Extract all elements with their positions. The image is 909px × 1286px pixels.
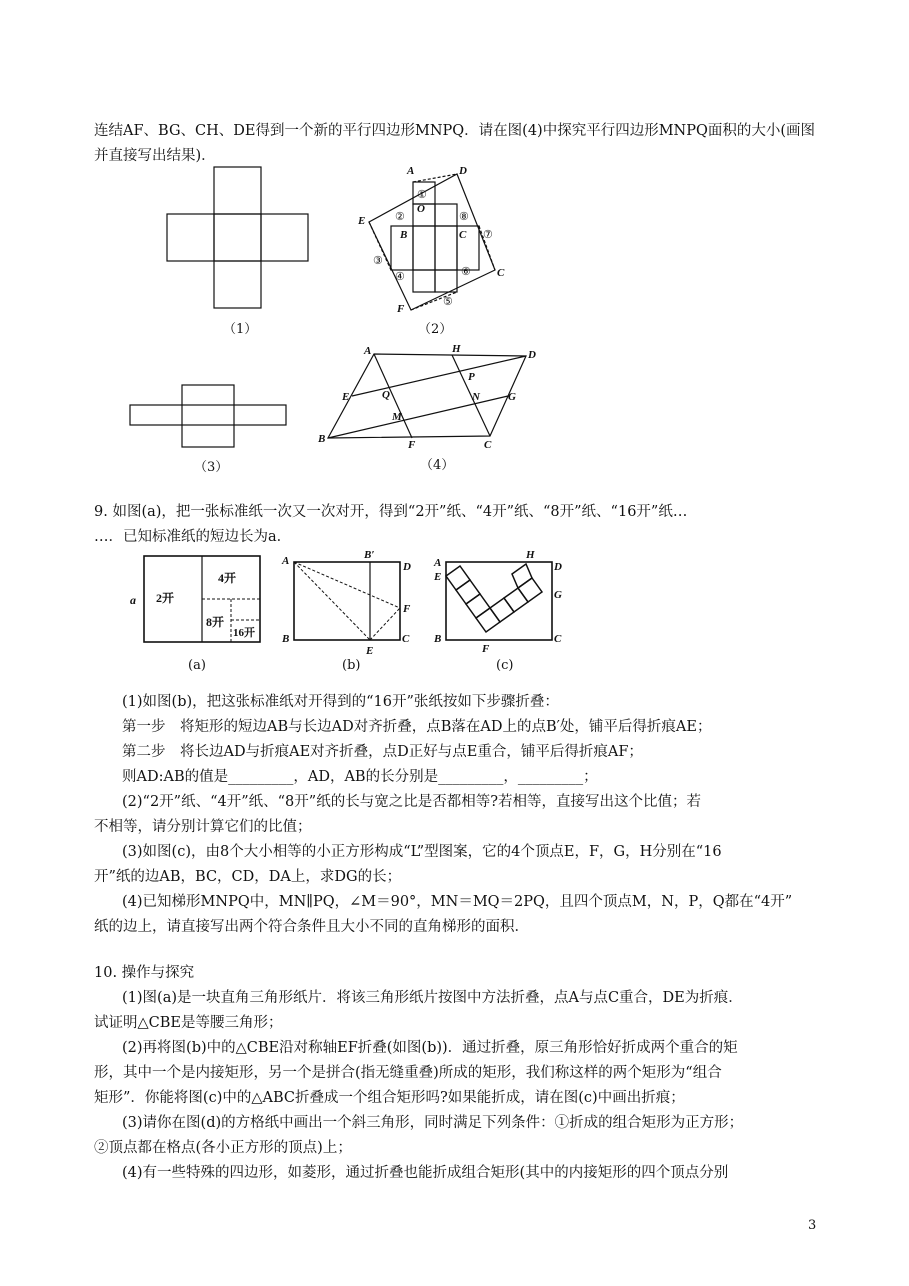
f4-label-B: B: [318, 433, 326, 445]
f2-label-E: E: [358, 215, 366, 227]
caption-fig1: （1）: [223, 322, 258, 337]
q9-line-2: …．已知标准纸的短边长为a．: [94, 529, 292, 545]
f4-label-G: G: [508, 391, 516, 403]
caption-fig2: （2）: [418, 322, 453, 337]
figure-parallelogram-mnpq: [312, 340, 542, 450]
f4-label-F: F: [408, 439, 416, 450]
fig9b-label-B: B: [282, 633, 290, 645]
segment-CH: [452, 355, 490, 436]
fig9b-label-F: F: [403, 603, 411, 615]
f4-label-D: D: [528, 349, 536, 361]
fig9a-label-2kai: 2开: [156, 591, 175, 605]
intro-line-2: 并直接写出结果)．: [94, 148, 216, 164]
caption-fig4: （4）: [420, 458, 455, 473]
fig9c-label-H: H: [526, 549, 535, 561]
f4-label-H: H: [452, 343, 461, 355]
q10-part3-b: ②顶点都在格点(各小正方形的顶点)上；: [94, 1140, 352, 1156]
q10-part2-a: (2)再将图(b)中的△CBE沿对称轴EF折叠(如图(b))．通过折叠，原三角形恰好折成两个重合的矩: [122, 1040, 738, 1056]
parallelogram-outline: [369, 174, 495, 310]
q9-step2: 第二步 将长边AD与折痕AE对齐折叠，点D正好与点E重合，铺平后得折痕AF；: [122, 744, 643, 760]
caption-fig9b: (b): [342, 658, 361, 673]
fig9c-label-B: B: [434, 633, 442, 645]
f2-num-8: ⑧: [459, 211, 469, 223]
f2-label-Cp: C: [497, 267, 505, 279]
f2-label-C: C: [459, 229, 467, 241]
f4-label-N: N: [472, 391, 480, 403]
fig9a-label-8kai: 8开: [206, 615, 225, 629]
fig9b-label-E: E: [366, 645, 374, 657]
fig9c-label-A: A: [434, 557, 442, 569]
f2-num-3: ③: [373, 255, 383, 267]
caption-fig9a: (a): [188, 658, 206, 673]
f2-num-5: ⑤: [443, 296, 453, 308]
f2-num-6: ⑥: [461, 266, 471, 278]
figure-long-cross: [128, 383, 290, 449]
fig9c-label-D: D: [554, 561, 562, 573]
f4-label-E: E: [342, 391, 350, 403]
q9-step1: 第一步 将矩形的短边AB与长边AD对齐折叠，点B落在AD上的点B′处，铺平后得折痕AE；: [122, 719, 712, 735]
f2-label-O: O: [417, 203, 425, 215]
figure-9c-l-pattern: [430, 546, 570, 658]
q9-part1: (1)如图(b)，把这张标准纸对开得到的“16开”张纸按如下步骤折叠：: [122, 694, 559, 710]
f2-label-A: A: [407, 165, 415, 177]
fig9c-label-C: C: [554, 633, 562, 645]
page-number: 3: [808, 1218, 817, 1233]
q9-part3-a: (3)如图(c)，由8个大小相等的小正方形构成“L”型图案，它的4个顶点E，F，G，H分别在“16: [122, 844, 722, 860]
fig9a-label-16kai: 16开: [233, 627, 255, 639]
q10-part1-b: 试证明△CBE是等腰三角形；: [94, 1015, 283, 1031]
l-pattern-squares: [446, 564, 542, 632]
q10-part1-a: (1)图(a)是一块直角三角形纸片．将该三角形纸片按图中方法折叠，点A与点C重合，DE为折痕．: [122, 990, 743, 1006]
f4-label-P: P: [468, 371, 475, 383]
net-square-right: [261, 214, 308, 261]
q9-line-1: 9. 如图(a)，把一张标准纸一次又一次对开，得到“2开”纸、“4开”纸、“8开”纸、“16开”纸…: [94, 504, 688, 520]
f4-label-C: C: [484, 439, 492, 450]
f2-num-7: ⑦: [483, 229, 493, 241]
f4-label-A: A: [364, 345, 372, 357]
fig9c-label-G: G: [554, 589, 562, 601]
fig9c-label-F: F: [482, 643, 490, 655]
q10-part3-a: (3)请你在图(d)的方格纸中画出一个斜三角形，同时满足下列条件：①折成的组合矩形为正方形；: [122, 1115, 744, 1131]
caption-fig9c: (c): [496, 658, 514, 673]
net-square-center: [214, 214, 261, 261]
fig9b-label-A: A: [282, 555, 290, 567]
f2-label-B: B: [400, 229, 408, 241]
f2-label-D: D: [459, 165, 467, 177]
net-square-bottom: [214, 261, 261, 308]
f2-num-4: ④: [395, 271, 405, 283]
figure-9b-folding: [280, 548, 420, 658]
figure-cross-net: [160, 165, 310, 315]
fig9b-label-D: D: [403, 561, 411, 573]
q9-part4-b: 纸的边上，请直接写出两个符合条件且大小不同的直角梯形的面积．: [94, 919, 529, 935]
f2-num-1: ①: [417, 189, 427, 201]
fig9b-label-C: C: [402, 633, 410, 645]
q10-part2-c: 矩形”．你能将图(c)中的△ABC折叠成一个组合矩形吗?如果能折成，请在图(c)中画出折痕；: [94, 1090, 685, 1106]
fig9b-label-Bp: B′: [364, 549, 375, 561]
fig9a-label-a: a: [130, 593, 136, 607]
f2-label-F: F: [397, 303, 405, 315]
q10-part2-b: 形，其中一个是内接矩形，另一个是拼合(指无缝重叠)所成的矩形，我们称这样的两个矩形为“组合: [94, 1065, 722, 1081]
net-square-top: [214, 167, 261, 214]
f2-num-2: ②: [395, 211, 405, 223]
figure-folded-parallelogram: [355, 160, 515, 320]
net-square-left: [167, 214, 214, 261]
caption-fig3: （3）: [194, 460, 229, 475]
q10-part4-a: (4)有一些特殊的四边形，如菱形，通过折叠也能折成组合矩形(其中的内接矩形的四个顶点分别: [122, 1165, 729, 1181]
q10-title: 10. 操作与探究: [94, 965, 195, 981]
q9-blanks: 则AD:AB的值是_________，AD，AB的长分别是_________，_________；: [122, 769, 598, 785]
figure-9a-paper-division: [126, 552, 266, 652]
f4-label-Q: Q: [382, 389, 390, 401]
fig9a-label-4kai: 4开: [218, 571, 237, 585]
f4-label-M: M: [392, 411, 402, 423]
parallelogram-abcd: [328, 354, 526, 438]
q9-part2-b: 不相等，请分别计算它们的比值；: [94, 819, 312, 835]
fig9c-label-E: E: [434, 571, 442, 583]
intro-line-1: 连结AF、BG、CH、DE得到一个新的平行四边形MNPQ．请在图(4)中探究平行四边形MNPQ面积的大小(画图: [94, 123, 816, 139]
q9-part4-a: (4)已知梯形MNPQ中，MN∥PQ，∠M＝90°，MN＝MQ＝2PQ，且四个顶点M，N，P，Q都在“4开”: [122, 894, 793, 910]
q9-part2-a: (2)“2开”纸、“4开”纸、“8开”纸的长与宽之比是否都相等?若相等，直接写出这个比值；若: [122, 794, 701, 810]
q9-part3-b: 开”纸的边AB，BC，CD，DA上，求DG的长；: [94, 869, 402, 885]
